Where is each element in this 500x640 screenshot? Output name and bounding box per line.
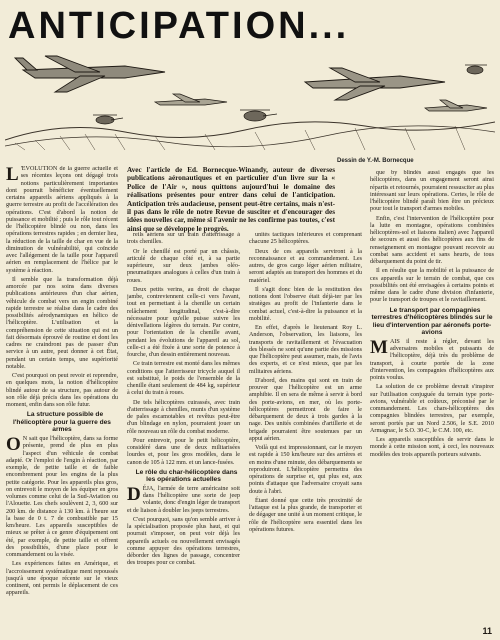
paragraph-text: ÉJA, l'armée de terre américaine soit dans l'hélicoptère une sorte de jeep volante, donc d'engin léger de transport et de liaison à doubler les jeeps terrestres. xyxy=(127,485,240,514)
body-paragraph xyxy=(370,336,494,383)
body-paragraph xyxy=(370,384,494,435)
body-paragraph xyxy=(6,166,118,275)
body-paragraph xyxy=(127,483,240,515)
body-paragraph xyxy=(370,268,494,304)
illustration-credit: Dessin de Y.-M. Bornecque xyxy=(337,158,414,164)
body-paragraph xyxy=(249,325,362,376)
body-paragraph xyxy=(249,249,362,285)
paragraph-text: Pour entrevoir, pour le petit hélicoptère, considéré dans une de deux militarisées lourdes et, pour les gros modèles, dans le canon de 105 à 122 mm. et un lance-fusées. xyxy=(127,437,240,466)
body-paragraph xyxy=(127,287,240,360)
body-paragraph xyxy=(249,287,362,323)
body-paragraph xyxy=(127,249,240,285)
body-paragraph xyxy=(249,378,362,443)
jet-large xyxy=(15,56,165,92)
text-column-1 xyxy=(6,166,118,631)
text-column-3 xyxy=(249,232,362,632)
jet-small-1 xyxy=(155,94,227,105)
body-paragraph xyxy=(6,436,118,559)
paragraph-text: C'est pourquoi, sans qu'on semble arriver à la spécialisation proposée plus haut, et qui pourrait s'imposer, on peut voir déjà les appareils actuels ou nouvellement envisagés comme appuyer des opérations terrestres, déborder des lignes de passage, concentrer des troupes pour ce combat. xyxy=(127,516,240,567)
paragraph-text: Il s'agit donc bien de la restitution des notions dont l'observe était déjà-ter par les stratèges au profit de l'infanterie dans le combat actuel, c'est-à-dire la puissance et la mobilité. xyxy=(249,286,362,322)
drop-cap: D xyxy=(127,483,141,505)
paragraph-text: N sait que l'hélicoptère, dans sa forme présente, prend de plus en plus l'aspect d'un véhicule de combat adapté. Or l'emploi de l'engin à réaction, par exemple, de petite taille et de faible encombrement pour les engins de la plus petite catégorie. Pour les appareils plus gros, on entrevoit le moyen de les équiper en gros volumes comme celui de la Sud-Aviation ou l'Alouette. Les chefs soulèvent 2, 3, 600 sur 200 km. de distance à 130 km. à l'heure sur la base de 0 t. 7 de combustible par 15 km/heure. Les appareils susceptibles de mieux se prêter à ce genre d'équipement ont été, par exemple, de petite taille et offrent des possibilités, d'une place pour le commandement ou la visée. xyxy=(6,436,118,559)
body-paragraph xyxy=(6,373,118,409)
paragraph-text: AIS il reste à régler, devant les adversaires mobiles et puissants de l'hélicoptère, déjà très du problème de transport, à courte portée de la zone d'intervention, les compagnies d'hélicoptères aux points voulus. xyxy=(370,338,494,382)
paragraph-text: C'est pourquoi on peut revoir et reprendre, en quelques mots, la notion d'hélicoptère blindé autour de sa structure, pas autour de son rôle déjà précis dans les opérations du moment, enfin dans son rôle futur. xyxy=(6,373,118,408)
paragraph-text: La solution de ce problème devrait s'inspirer sur l'utilisation conjuguée du terrain type porte-avions, vulnérable et coûteux, préconisé par le commandement. Les chars-hélicoptères des compagnies blindées terrestres, par exemple, seront portés par un Nord 2.506, le S.E. 2010 Armagnac, le S.O. 30-C, le C.M. 100, etc. xyxy=(370,384,494,434)
body-paragraph xyxy=(370,216,494,267)
paragraph-text: Il en résulte que la mobilité et la puissance de ces appareils sur le terrain de combat, que ces possibilités ont été envisagées à certains points et même dans le cadre d'une division d'infanterie, pour le transport de troupes et le ravitaillement. xyxy=(370,268,494,304)
aircraft-illustration xyxy=(5,50,495,152)
page-number: 11 xyxy=(482,626,492,636)
section-heading: La structure possible de l'hélicoptère pour la guerre des armes xyxy=(13,411,111,434)
body-paragraph xyxy=(249,445,362,496)
body-paragraph xyxy=(370,437,494,459)
drop-cap: L xyxy=(6,166,19,185)
paragraph-text: Or le chenillé est porté par un châssis, articulé de chaque côté et, à sa partie supérieure, sur deux jambes oléo-pneumatiques analogues à celles d'un train à roues. xyxy=(127,248,240,284)
text-column-4 xyxy=(370,170,494,632)
paragraph-text: Ce train terrestre est monté dans les mêmes conditions que l'atterrisseur tricycle auquel il est substitué, le poids de l'ensemble de la chenille étant seulement de 484 kg, supérieur à celui du train à roues. xyxy=(127,361,240,397)
section-heading: Le rôle du char-hélicoptère dans les opérations actuelles xyxy=(135,468,238,484)
intro-paragraph: Avec l'article de Ed. Bornecque-Winandy, auteur de diverses publications aéronautiques et en particulier d'un livre sur la « Police de l'Air », nous quittons aujourd'hui le domaine des réalisations présentes pour entrer dans celui de l'anticipation. Anticipation très audacieuse, pensent peut-être certains, mais n'est-il pas dans le rôle de notre Revue de susciter et d'encourager des idées nouvelles car, même si l'avenir ne les confirme pas toutes, c'est ainsi que se développe le progrès. xyxy=(127,166,335,233)
body-paragraph xyxy=(127,400,240,436)
section-heading: Le transport par compagnies terrestres d'hélicoptères blindés sur le lieu d'intervention par aéronefs porte-avions xyxy=(371,306,493,337)
paragraph-text: De tels hélicoptères cuirassés, avec train d'atterrissage à chenilles, munis d'un système de pales escamotables et revêtus peut-être d'un blindage en nylon, pourraient jouer un rôle nouveau un rôle du combat moderne. xyxy=(127,399,240,435)
body-paragraph xyxy=(127,438,240,467)
paragraph-text: En effet, d'après le lieutenant Roy L. Anderson, l'observation, les liaisons, les transports de ravitaillement et l'évacuation des blessés ne sont qu'une partie des missions que l'hélicoptère peut assumer, mais, de l'avis des experts, et ce n'est mieux, que par les militaires aériens. xyxy=(249,325,362,375)
paragraph-text: Les appareils susceptibles de servir dans le monde à cette mission sont, à ceci, les nouveaux modèles des trois appareils porteurs suivants. xyxy=(370,437,494,458)
paragraph-text: que by blindés aussi engagés que les hélicoptères, dans un engagement seront ainsi répartis et retournés, pourraient ressusciter au plus intéressant sur leurs opérations. Certes, le rôle de l'hélicoptère blindé paraît bien être un précieux pour tout le transport d'armes mobiles. xyxy=(370,170,494,213)
helicopter-2 xyxy=(93,115,123,124)
paragraph-text: reils aériens sur un train d'atterrissage à trois chenilles. xyxy=(127,232,240,246)
helicopter-3 xyxy=(465,65,487,74)
body-paragraph xyxy=(127,361,240,397)
paragraph-text: Étant donné que cette très proximité de l'attaque est la plus grande, de transporter et de dégager une unité à un moment critique, le rôle de l'hélicoptère sera essentiel dans les opérations futures. xyxy=(249,497,362,533)
helicopter-1 xyxy=(240,110,277,121)
paragraph-text: Deux petits verins, au droit de chaque jambe, contreviennent celle-ci vers l'avant, tout en permettant à la chenille un certain relâchement longitudinal, c'est-à-dire nécessaire pour qu'elle puisse suivre les dénivellations légères du terrain. Par contre, pour l'orientation de la chenille avant, pendant les évolutions de l'appareil au sol, celle-ci a été fixée à une sorte de potence à fourche, d'un dessin entièrement nouveau. xyxy=(127,286,240,358)
body-paragraph xyxy=(249,498,362,534)
body-paragraph xyxy=(6,277,118,371)
paragraph-text: D'abord, des mains qui sont en train de prouver que l'hélicoptère est un arme amphibie. Il en sera de même à servir à bord des porte-avions, en mer, où les porte-hélicoptères permettront de faire le débarquement de deux à trois gardes à la nage. Des unités combinées d'artillerie et de brigade pourraient être soutenues par un appui aérien. xyxy=(249,377,362,442)
text-column-2 xyxy=(127,232,240,632)
paragraph-text: unités tactiques inférieures et comprenant chacune 25 hélicoptères. xyxy=(249,232,362,246)
jet-right xyxy=(305,68,445,100)
paragraph-text: Les expériences faites en Amérique, et l'accroissement systématique ment repoussés jusqu'à une époque récente sur le vieux continent, ont permis le déplacement de ces appareils. xyxy=(6,561,118,597)
paragraph-text: Deux de ces appareils serviront à la reconnaissance et au commandement. Les autres, de gros cargo léger aérien militaire, seront adaptés au transport des hommes et du matériel. xyxy=(249,248,362,284)
drop-cap: O xyxy=(6,434,21,456)
paragraph-text: 'ÉVOLUTION de la guerre actuelle et ses récentes leçons ont dégagé trois notions particulièrement importantes dont pourrait bénéficier éventuellement certains appareils aériens appliqués à la guerre terrestre au profit de l'accélération des opérations. C'est d'abord la notion de puissance et mobilité ; puis le rôle tout récent de l'hélicoptère blindé ou non, dans les opérations terrestres rapides ; en dernier lieu, la réduction de la taille de char en vue de la diminution de vulnérabilité, qui coïncide avec l'allégement de la taille pour l'appareil aérien en remplacement de l'hélice par le système à réaction. xyxy=(6,166,118,274)
jet-small-2 xyxy=(425,100,487,111)
paragraph-text: Voilà qui est impressionnant, car le moyen est rapide à 150 km/heure sur des arrières et en moins d'une minute, des débarquements se reproduiront. L'hélicoptère permettra des opérations de surprise et, qui plus est, aux points d'attaque que l'adversaire croyait sans doute à l'abri. xyxy=(249,445,362,495)
body-paragraph xyxy=(6,561,118,597)
paragraph-text: Il semble que la transformation déjà amorcée par nos soins dans diverses publications antérieures d'un char aérien, véhicule de combat vers un engin combiné rapide terrestre se réalise dans le cadre des possibilités aérodynamiques en hélico de l'hélicoptère. L'utilisation et la compréhension de cette situation qui est un fait désormais éprouvé de routine et dont les cadres ne craindront pas de passer d'un service à un autre, peut donner à cet État, pendant un certain temps, une supériorité notable. xyxy=(6,276,118,370)
body-paragraph xyxy=(127,232,240,247)
paragraph-text: Enfin, c'est l'intervention de l'hélicoptère pour la lutte en montagne, opérations combinées hélicoptères-sol et liaisons italien) avec l'appareil de secours et aussi des hélicoptères aux fins de renseignement en montagne pouvant recevoir au combat sans accident et sans heurts, de tous débarquement du point de tir. xyxy=(370,215,494,265)
drop-cap: M xyxy=(370,336,388,358)
body-paragraph xyxy=(249,232,362,247)
body-paragraph xyxy=(370,170,494,214)
body-paragraph xyxy=(127,517,240,568)
page-title: ANTICIPATION... xyxy=(8,5,350,47)
